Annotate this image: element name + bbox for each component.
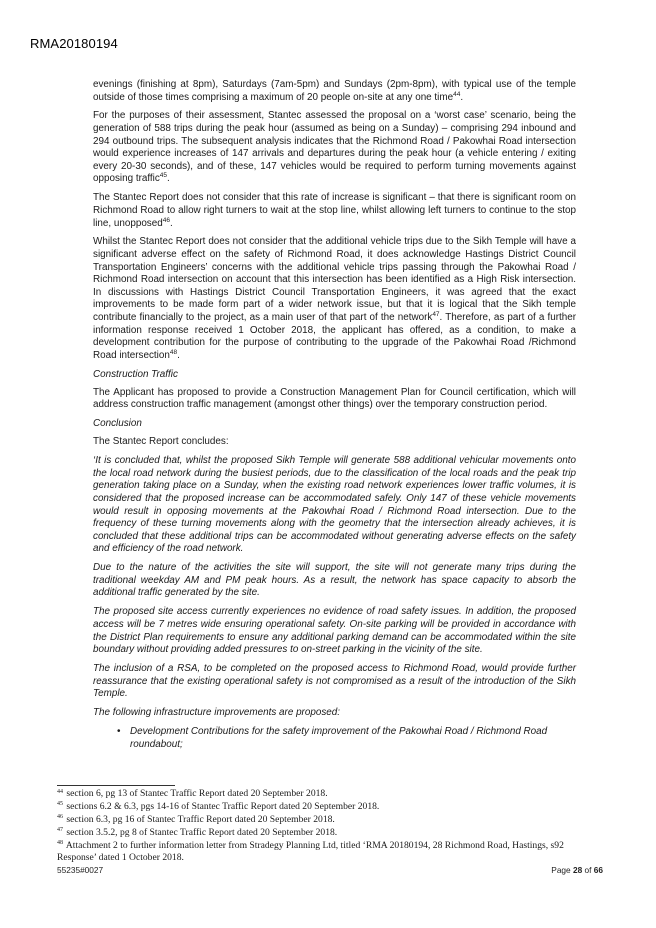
paragraph: The Applicant has proposed to provide a Construction Management Plan for Council certification, which will address construction traffic management (amongst other things) over the temporary construction period.	[93, 386, 576, 411]
quote-paragraph: The inclusion of a RSA, to be completed on the proposed access to Richmond Road, would provide further reassurance that the existing operational safety is not compromised as a result of the introduction of the Sikh Temple.	[93, 663, 576, 700]
footnote: $^{46}$ section 6.3, pg 16 of Stantec Traffic Report dated 20 September 2018.	[57, 813, 335, 825]
paragraph: For the purposes of their assessment, Stantec assessed the proposal on a ‘worst case’ scenario, being the generation of 588 trips during the peak hour (assumed as being on a Sunday) – comprising 294 inbound and 294 outbound trips. The subsequent analysis indicates that the Richmond Road / Pakowhai Road intersection would experience increases of 147 arrivals and departures during the peak hour (a vehicle entering / exiting every 20-30 seconds), and of these, 147 vehicles would be required to perform turning movements against opposing traffic$^{45}$.	[93, 110, 576, 185]
footnotes	[57, 788, 597, 865]
footnote-divider	[57, 785, 175, 786]
paragraph: evenings (finishing at 8pm), Saturdays (7am-5pm) and Sundays (2pm-8pm), with typical use of the temple outside of those times comprising a maximum of 20 people on-site at any one time$^{44}$.	[93, 79, 576, 103]
footnote-ref[interactable]: 45	[159, 172, 168, 180]
quote-paragraph: ‘It is concluded that, whilst the proposed Sikh Temple will generate 588 additional vehicular movements onto the local road network during the busiest periods, due to the classification of the local roads and the peak trip generation taking place on a Sunday, when the existing road network experiences lower traffic volumes, it is considered that the proposed increase can be accommodated safely. Only 147 of these vehicle movements would result in opposing movements at the Pakowhai Road / Richmond Road intersection. Due to the frequency of these turning movements along with the geometry that the intersection already achieves, it is concluded that these additional trips can be accommodated without generating adverse effects on the safety and efficiency of the road network.	[93, 455, 576, 555]
footnote-ref[interactable]: 47	[432, 310, 440, 318]
document-reference: 55235#0027	[57, 865, 104, 875]
bullet-text: Development Contributions for the safety improvement of the Pakowhai Road / Richmond Road roundabout;	[130, 725, 548, 750]
body-text	[93, 79, 576, 751]
bullet-list-item	[93, 726, 576, 751]
bullet-icon: •	[117, 725, 121, 737]
document-code-header: RMA20180194	[30, 36, 118, 51]
footnote-ref[interactable]: 48	[169, 348, 178, 356]
paragraph: The Stantec Report does not consider that this rate of increase is significant – that there is significant room on Richmond Road to allow right turners to wait at the stop line, whilst allowing left turners to continue to the stop line, unopposed$^{46}$.	[93, 192, 576, 229]
quote-paragraph: The proposed site access currently experiences no evidence of road safety issues. In addition, the proposed access will be 7 metres wide ensuring operational safety. On-site parking will be provided in accordance with the District Plan requirements to ensure any additional parking demand can be accommodated within the site boundary without providing added pressures to on-street parking in the vicinity of the site.	[93, 606, 576, 656]
page-number: Page 28 of 66	[551, 865, 603, 875]
footnote-ref[interactable]: 46	[162, 216, 170, 224]
footnote: $^{44}$ section 6, pg 13 of Stantec Traffic Report dated 20 September 2018.	[57, 788, 328, 799]
total-pages: 66	[593, 865, 603, 875]
paragraph: Whilst the Stantec Report does not consider that the additional vehicle trips due to the Sikh Temple will have a significant adverse effect on the safety of Richmond Road, it does acknowledge Hastings District Council Transportation Engineers’ concerns with the additional vehicle trips passing through the Pakowhai Road / Richmond Road intersection on account that this intersection has been identified as a High Risk intersection. In discussions with Hastings District Council Transportation Engineers, it was agreed that the exact improvements to be made form part of a wider network issue, but that it is logical that the Sikh temple contribute financially to the project, as a main user of that part of the network$^{47}$. Therefore, as part of a further information response received 1 October 2018, the applicant has offered, as a condition, to make a development contribution for the purpose of contributing to the upgrade of the Pakowhai Road /Richmond Road intersection$^{48}$.	[93, 236, 576, 361]
footnote: $^{48}$ Attachment 2 to further information letter from Stradegy Planning Ltd, titled ‘RMA 20180194, 28 Richmond Road, Hastings, s92 Response’ dated 1 October 2018.	[57, 839, 564, 863]
footnote: $^{47}$ section 3.5.2, pg 8 of Stantec Traffic Report dated 20 September 2018.	[57, 826, 338, 838]
quote-paragraph: Due to the nature of the activities the site will support, the site will not generate many trips during the traditional weekday AM and PM peak hours. As a result, the network has space capacity to absorb the additional traffic generated by the site.	[93, 562, 576, 599]
current-page: 28	[572, 865, 583, 875]
quote-paragraph: The following infrastructure improvements are proposed:	[93, 707, 340, 719]
section-heading-conclusion: Conclusion	[93, 418, 142, 430]
footnote: $^{45}$ sections 6.2 & 6.3, pgs 14-16 of Stantec Traffic Report dated 20 September 2018.	[57, 800, 380, 812]
paragraph: The Stantec Report concludes:	[93, 436, 229, 448]
footnote-ref[interactable]: 44	[453, 90, 461, 98]
section-heading-construction: Construction Traffic	[93, 368, 178, 380]
